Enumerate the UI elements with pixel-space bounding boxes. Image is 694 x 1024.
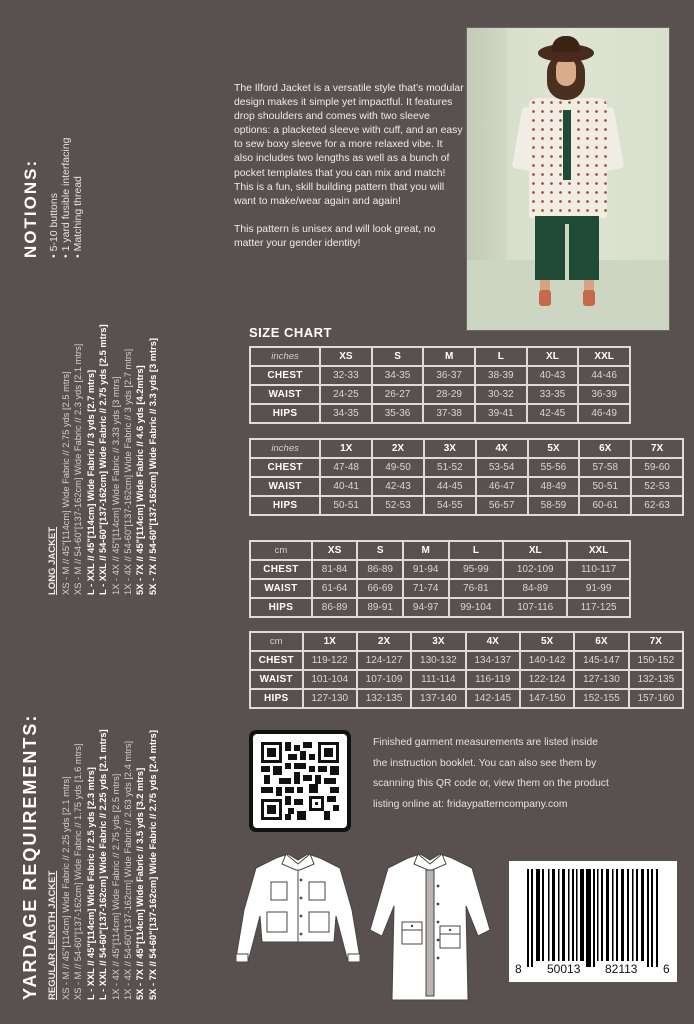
cell: 127-130 [574, 670, 628, 689]
cell: 145-147 [574, 651, 628, 670]
row-label: HIPS [250, 689, 303, 708]
yardage-item: XS - M // 45"[114cm] Wide Fabric // 2.75 yds [2.5 mtrs] [61, 371, 71, 595]
table-row [250, 366, 630, 385]
yardage-item: 5X - 7X // 54-60"[137-162cm] Wide Fabric // 3.3 yds [3 mtrs] [147, 338, 158, 595]
cell: 119-122 [303, 651, 357, 670]
table-row [250, 670, 683, 689]
size-table-cm-standard [249, 540, 631, 618]
cell: 140-142 [520, 651, 574, 670]
cell: 91-94 [403, 560, 449, 579]
cell: 107-109 [357, 670, 411, 689]
cell: 132-135 [357, 689, 411, 708]
cell: 50-51 [320, 496, 372, 515]
cell: 58-59 [528, 496, 580, 515]
size-header: L [449, 541, 504, 560]
cell: 124-127 [357, 651, 411, 670]
cell: 38-39 [475, 366, 527, 385]
cell: 94-97 [403, 598, 449, 617]
size-header: 3X [424, 439, 476, 458]
yardage-item: 1X - 4X // 54-60"[137-162cm] Wide Fabric // 2.63 yds [2.4 mtrs] [123, 740, 134, 1000]
row-label: CHEST [250, 458, 320, 477]
cell: 76-81 [449, 579, 504, 598]
cell: 42-43 [372, 477, 424, 496]
yardage-item: L - XXL // 45"[114cm] Wide Fabric // 2.5 yds [2.3 mtrs] [85, 767, 96, 1000]
cell: 49-50 [372, 458, 424, 477]
size-header: XXL [578, 347, 630, 366]
cell: 42-45 [527, 404, 579, 423]
row-label: WAIST [250, 670, 303, 689]
unit-label: cm [250, 632, 303, 651]
cell: 130-132 [411, 651, 465, 670]
cell: 57-58 [579, 458, 631, 477]
size-header: L [475, 347, 527, 366]
cell: 34-35 [320, 404, 372, 423]
size-header: M [403, 541, 449, 560]
yardage-item: 1X - 4X // 45"[114cm] Wide Fabric // 2.75 yds [2.5 mtrs] [110, 773, 121, 1000]
notions-section [20, 138, 84, 258]
cell: 60-61 [579, 496, 631, 515]
size-header: M [423, 347, 475, 366]
cell: 26-27 [372, 385, 424, 404]
cell: 24-25 [320, 385, 372, 404]
barcode-digit: 8 [515, 962, 522, 976]
cell: 66-69 [357, 579, 403, 598]
cell: 127-130 [303, 689, 357, 708]
size-header: XXL [567, 541, 630, 560]
row-label: HIPS [250, 496, 320, 515]
yardage-item: 1X - 4X // 54-60"[137-162cm] Wide Fabric // 3 yds [2.7 mtrs] [123, 348, 134, 595]
table-row [250, 689, 683, 708]
row-label: CHEST [250, 366, 320, 385]
row-label: WAIST [250, 385, 320, 404]
table-row [250, 651, 683, 670]
long-jacket-title: LONG JACKET [47, 526, 58, 595]
pattern-description [234, 82, 464, 265]
table-row [250, 579, 630, 598]
cell: 134-137 [466, 651, 520, 670]
cell: 157-160 [629, 689, 683, 708]
yardage-item: L - XXL // 45"[114cm] Wide Fabric // 3 yds [2.7 mtrs] [85, 369, 96, 595]
barcode-icon [509, 861, 677, 982]
size-table-inches-standard [249, 346, 631, 424]
cell: 40-43 [527, 366, 579, 385]
cell: 81-84 [312, 560, 358, 579]
cell: 122-124 [520, 670, 574, 689]
yardage-item: 5X - 7X // 45"[114cm] Wide Fabric // 4.6 yds [4.2mtrs] [135, 365, 146, 595]
unit-label: cm [250, 541, 312, 560]
long-jacket-yardage [46, 324, 159, 595]
yardage-item: XS - M // 45"[114cm] Wide Fabric // 2.25 yds [2.1 mtrs] [61, 776, 71, 1000]
cell: 101-104 [303, 670, 357, 689]
cell: 99-104 [449, 598, 504, 617]
yardage-item: XS - M // 54-60"[137-162cm] Wide Fabric // 2.3 yds [2.1 mtrs] [73, 343, 84, 595]
cell: 53-54 [476, 458, 528, 477]
size-header: 4X [476, 439, 528, 458]
barcode-digit: 82113 [605, 962, 638, 976]
size-header: XS [320, 347, 372, 366]
row-label: HIPS [250, 404, 320, 423]
cell: 32-33 [320, 366, 372, 385]
cell: 47-48 [320, 458, 372, 477]
unit-label: inches [250, 439, 320, 458]
cell: 111-114 [411, 670, 465, 689]
cell: 137-140 [411, 689, 465, 708]
yardage-item: XS - M // 54-60"[137-162cm] Wide Fabric // 1.75 yds [1.6 mtrs] [73, 743, 84, 1000]
table-row [250, 496, 683, 515]
cell: 37-38 [423, 404, 475, 423]
qr-code-icon[interactable] [249, 730, 351, 832]
cell: 28-29 [423, 385, 475, 404]
upc-barcode [509, 861, 677, 982]
size-header: XL [527, 347, 579, 366]
cell: 71-74 [403, 579, 449, 598]
cell: 36-37 [423, 366, 475, 385]
size-header: XS [312, 541, 358, 560]
cell: 51-52 [424, 458, 476, 477]
long-jacket-flat-icon [368, 850, 492, 1005]
yardage-item: 5X - 7X // 54-60"[137-162cm] Wide Fabric // 2.75 yds [2.4 mtrs] [147, 730, 158, 1000]
model-photo [466, 27, 670, 331]
notions-heading: NOTIONS: [21, 158, 40, 258]
barcode-digit: 6 [663, 962, 670, 976]
regular-jacket-yardage-list [46, 714, 159, 1000]
cell: 46-47 [476, 477, 528, 496]
cell: 95-99 [449, 560, 504, 579]
notions-item: • 5-10 buttons [48, 138, 60, 258]
table-row [250, 560, 630, 579]
cell: 91-99 [567, 579, 630, 598]
description-paragraph: This pattern is unisex and will look great, no matter your gender identity! [234, 223, 436, 249]
cell: 48-49 [528, 477, 580, 496]
yardage-section [18, 714, 159, 1000]
cell: 117-125 [567, 598, 630, 617]
barcode-digit: 50013 [547, 962, 581, 976]
size-header: XL [503, 541, 567, 560]
cell: 150-152 [629, 651, 683, 670]
size-header: 1X [303, 632, 357, 651]
size-header: 7X [631, 439, 683, 458]
cell: 55-56 [528, 458, 580, 477]
size-chart-title: SIZE CHART [249, 325, 332, 340]
notions-item: • Matching thread [72, 138, 84, 258]
row-label: CHEST [250, 560, 312, 579]
cell: 132-135 [629, 670, 683, 689]
size-table-cm-plus [249, 631, 684, 709]
long-jacket-yardage-list [46, 324, 159, 595]
size-header: 5X [520, 632, 574, 651]
size-header: 4X [466, 632, 520, 651]
cell: 39-41 [475, 404, 527, 423]
cell: 61-64 [312, 579, 358, 598]
size-header: 1X [320, 439, 372, 458]
size-header: 2X [357, 632, 411, 651]
cell: 40-41 [320, 477, 372, 496]
yardage-item: 1X - 4X // 45"[114cm] Wide Fabric // 3.33 yds [3 mtrs] [110, 376, 121, 595]
cell: 44-45 [424, 477, 476, 496]
cell: 147-150 [520, 689, 574, 708]
size-header: 6X [579, 439, 631, 458]
cell: 59-60 [631, 458, 683, 477]
cell: 142-145 [466, 689, 520, 708]
table-row [250, 598, 630, 617]
yardage-item: 5X - 7X // 45"[114cm] Wide Fabric // 3.5 yds [3.2 mtrs] [135, 767, 146, 1000]
yardage-item: L - XXL // 54-60"[137-162cm] Wide Fabric // 2.75 yds [2.5 mtrs] [98, 324, 109, 595]
size-header: 2X [372, 439, 424, 458]
cell: 110-117 [567, 560, 630, 579]
cell: 35-36 [372, 404, 424, 423]
size-header: 6X [574, 632, 628, 651]
qr-code-pattern [261, 742, 339, 820]
cell: 56-57 [476, 496, 528, 515]
cell: 102-109 [503, 560, 567, 579]
cell: 30-32 [475, 385, 527, 404]
table-row [250, 404, 630, 423]
cell: 52-53 [372, 496, 424, 515]
cell: 152-155 [574, 689, 628, 708]
row-label: WAIST [250, 477, 320, 496]
cell: 86-89 [357, 560, 403, 579]
table-row [250, 477, 683, 496]
cell: 116-119 [466, 670, 520, 689]
description-paragraph: The Ilford Jacket is a versatile style that’s modular design makes it simple yet impactful. It features drop shoulders and comes with two sleeve options: a placketed sleeve with cuff, and an easy to sew boxy sleeve for a more relaxed vibe. It also includes two lengths as well as a bunch of pocket templates that you can mix and match! This is a fun, skill building pattern that you will want to make/wear again and again! [234, 83, 464, 207]
notions-item: • 1 yard fusible interfacing [60, 138, 72, 258]
qr-instructions-text: Finished garment measurements are listed inside the instruction booklet. You can also see them by scanning this QR code or, view them on the product listing online at: fridaypatterncompany.com [373, 737, 609, 811]
size-table-inches-plus [249, 438, 684, 516]
row-label: CHEST [250, 651, 303, 670]
yardage-item: L - XXL // 54-60"[137-162cm] Wide Fabric // 2.25 yds [2.1 mtrs] [98, 729, 109, 1000]
cell: 107-116 [503, 598, 567, 617]
cell: 46-49 [578, 404, 630, 423]
size-header: 3X [411, 632, 465, 651]
size-header: S [372, 347, 424, 366]
size-header: 5X [528, 439, 580, 458]
row-label: HIPS [250, 598, 312, 617]
cell: 36-39 [578, 385, 630, 404]
notions-list [48, 138, 84, 258]
unit-label: inches [250, 347, 320, 366]
regular-jacket-title: REGULAR LENGTH JACKET [47, 870, 58, 1000]
cell: 89-91 [357, 598, 403, 617]
row-label: WAIST [250, 579, 312, 598]
regular-length-jacket-flat-icon [236, 850, 360, 970]
cell: 34-35 [372, 366, 424, 385]
size-header: 7X [629, 632, 683, 651]
table-row [250, 385, 630, 404]
cell: 50-51 [579, 477, 631, 496]
cell: 62-63 [631, 496, 683, 515]
cell: 33-35 [527, 385, 579, 404]
table-row [250, 458, 683, 477]
cell: 52-53 [631, 477, 683, 496]
cell: 84-89 [503, 579, 567, 598]
cell: 86-89 [312, 598, 358, 617]
yardage-heading: YARDAGE REQUIREMENTS: [20, 713, 40, 1000]
size-header: S [357, 541, 403, 560]
cell: 54-55 [424, 496, 476, 515]
cell: 44-46 [578, 366, 630, 385]
